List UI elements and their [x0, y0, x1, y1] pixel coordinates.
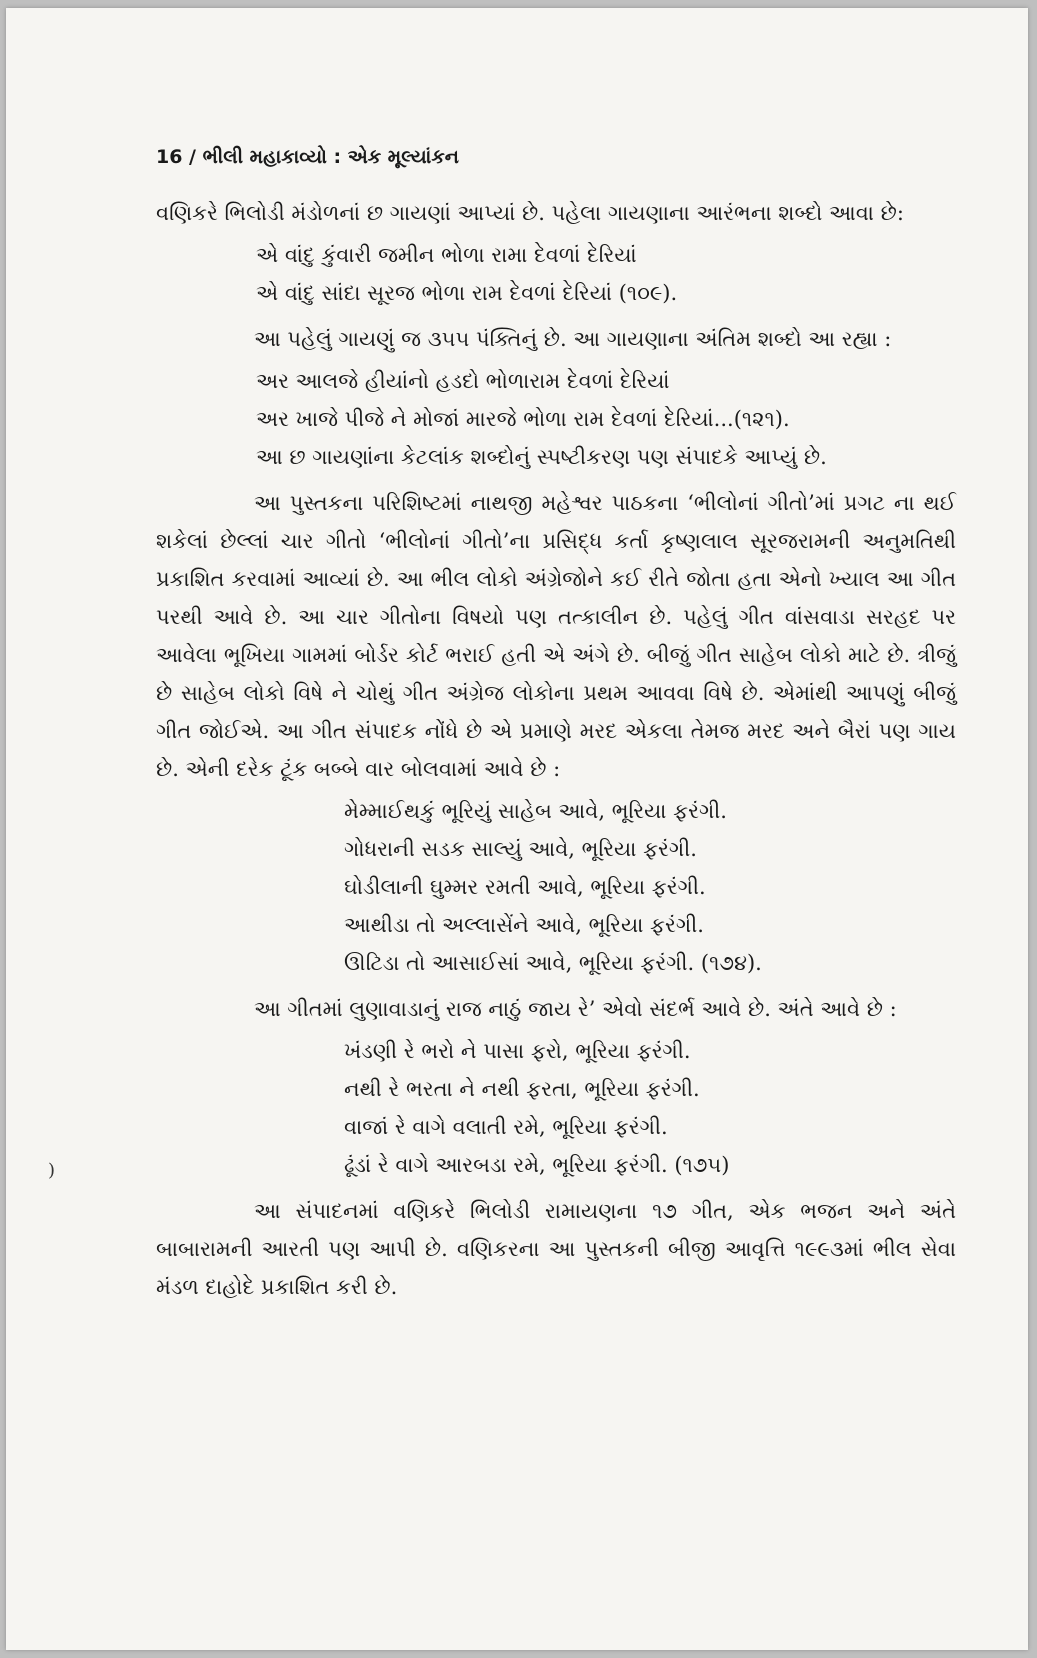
running-head: 16 / ભીલી મહાકાવ્યો : એક મૂલ્યાંકન: [156, 146, 459, 168]
verse-line: આથીડા તો અલ્લાસેંને આવે, ભૂરિયા ફરંગી.: [344, 913, 704, 937]
margin-mark: ): [48, 1160, 56, 1181]
verse-line: અર આલજે હીયાંનો હડદો ભોળારામ દેવળાં દેરિયાં: [256, 369, 670, 393]
verse-block-1: [156, 236, 956, 312]
verse-line: મેમ્માઈથકું ભૂરિયું સાહેબ આવે, ભૂરિયા ફરંગી.: [344, 799, 727, 823]
paragraph-5: આ સંપાદનમાં વણિકરે ભિલોડી રામાયણના ૧૭ ગીત, એક ભજન અને અંતે બાબારામની આરતી પણ આપી છે. વણિકરના આ પુસ્તકની બીજી આવૃત્તિ ૧૯૯૩માં ભીલ સેવા મંડળ દાહોદે પ્રકાશિત કરી છે.: [156, 1199, 956, 1299]
paragraph-3: આ પુસ્તકના પરિશિષ્ટમાં નાથજી મહેશ્વર પાઠકના ‘ભીલોનાં ગીતો’માં પ્રગટ ના થઈ શકેલાં છેલ્લાં ચાર ગીતો ‘ભીલોનાં ગીતો’ના પ્રસિદ્ધ કર્તા કૃષ્ણલાલ સૂરજરામની અનુમતિથી પ્રકાશિત કરવામાં આવ્યાં છે. આ ભીલ લોકો અંગ્રેજોને કઈ રીતે જોતા હતા એનો ખ્યાલ આ ગીત પરથી આવે છે. આ ચાર ગીતોના વિષયો પણ તત્કાલીન છે. પહેલું ગીત વાંસવાડા સરહદ પર આવેલા ભૂખિયા ગામમાં બોર્ડર કોર્ટ ભરાઈ હતી એ અંગે છે. બીજું ગીત સાહેબ લોકો માટે છે. ત્રીજું છે સાહેબ લોકો વિષે ને ચોથું ગીત અંગ્રેજ લોકોના પ્રથમ આવવા વિષે છે. એમાંથી આપણું બીજું ગીત જોઈએ. આ ગીત સંપાદક નોંધે છે એ પ્રમાણે મરદ એકલા તેમજ મરદ અને બૈરાં પણ ગાય છે. એની દરેક ટૂંક બબ્બે વાર બોલવામાં આવે છે :: [156, 491, 956, 781]
verse-line: ઊટિડા તો આસાઈસાં આવે, ભૂરિયા ફરંગી. (૧૭૪).: [344, 951, 762, 975]
page-content: [156, 146, 956, 1310]
verse-block-3: [156, 792, 956, 982]
verse-line: ઢૂંડાં રે વાગે આરબડા રમે, ભૂરિયા ફરંગી. (૧૭૫): [344, 1153, 730, 1177]
book-page: [6, 8, 1028, 1650]
verse-line: ઘોડીલાની ઘુમ્મર રમતી આવે, ભૂરિયા ફરંગી.: [344, 875, 706, 899]
verse-line: ખંડણી રે ભરો ને પાસા ફરો, ભૂરિયા ફરંગી.: [344, 1039, 691, 1063]
verse-block-2: [156, 362, 956, 476]
verse-line: વાજાં રે વાગે વલાતી રમે, ભૂરિયા ફરંગી.: [344, 1115, 668, 1139]
verse-line: નથી રે ભરતા ને નથી ફરતા, ભૂરિયા ફરંગી.: [344, 1077, 700, 1101]
paragraph-4: આ ગીતમાં લુણાવાડાનું રાજ નાઠું જાય રે’ એવો સંદર્ભ આવે છે. અંતે આવે છે :: [254, 997, 897, 1021]
verse-block-4: [156, 1032, 956, 1184]
verse-line: આ છ ગાયણાંના કેટલાંક શબ્દોનું સ્પષ્ટીકરણ પણ સંપાદકે આપ્યું છે.: [256, 445, 827, 469]
verse-line: એ વાંદુ સાંદા સૂરજ ભોળા રામ દેવળાં દેરિયાં (૧૦૯).: [256, 281, 678, 305]
paragraph-1: વણિકરે ભિલોડી મંડોળનાં છ ગાયણાં આપ્યાં છે. પહેલા ગાયણાના આરંભના શબ્દો આવા છે:: [156, 201, 904, 225]
verse-line: અર ખાજે પીજે ને મોજાં મારજે ભોળા રામ દેવળાં દેરિયાં...(૧૨૧).: [256, 407, 790, 431]
verse-line: ગોધરાની સડક સાલ્યું આવે, ભૂરિયા ફરંગી.: [344, 837, 697, 861]
verse-line: એ વાંદુ કુંવારી જમીન ભોળા રામા દેવળાં દેરિયાં: [256, 243, 637, 267]
paragraph-2: આ પહેલું ગાયણું જ ૩૫૫ પંક્તિનું છે. આ ગાયણાના અંતિમ શબ્દો આ રહ્યા :: [254, 327, 892, 351]
